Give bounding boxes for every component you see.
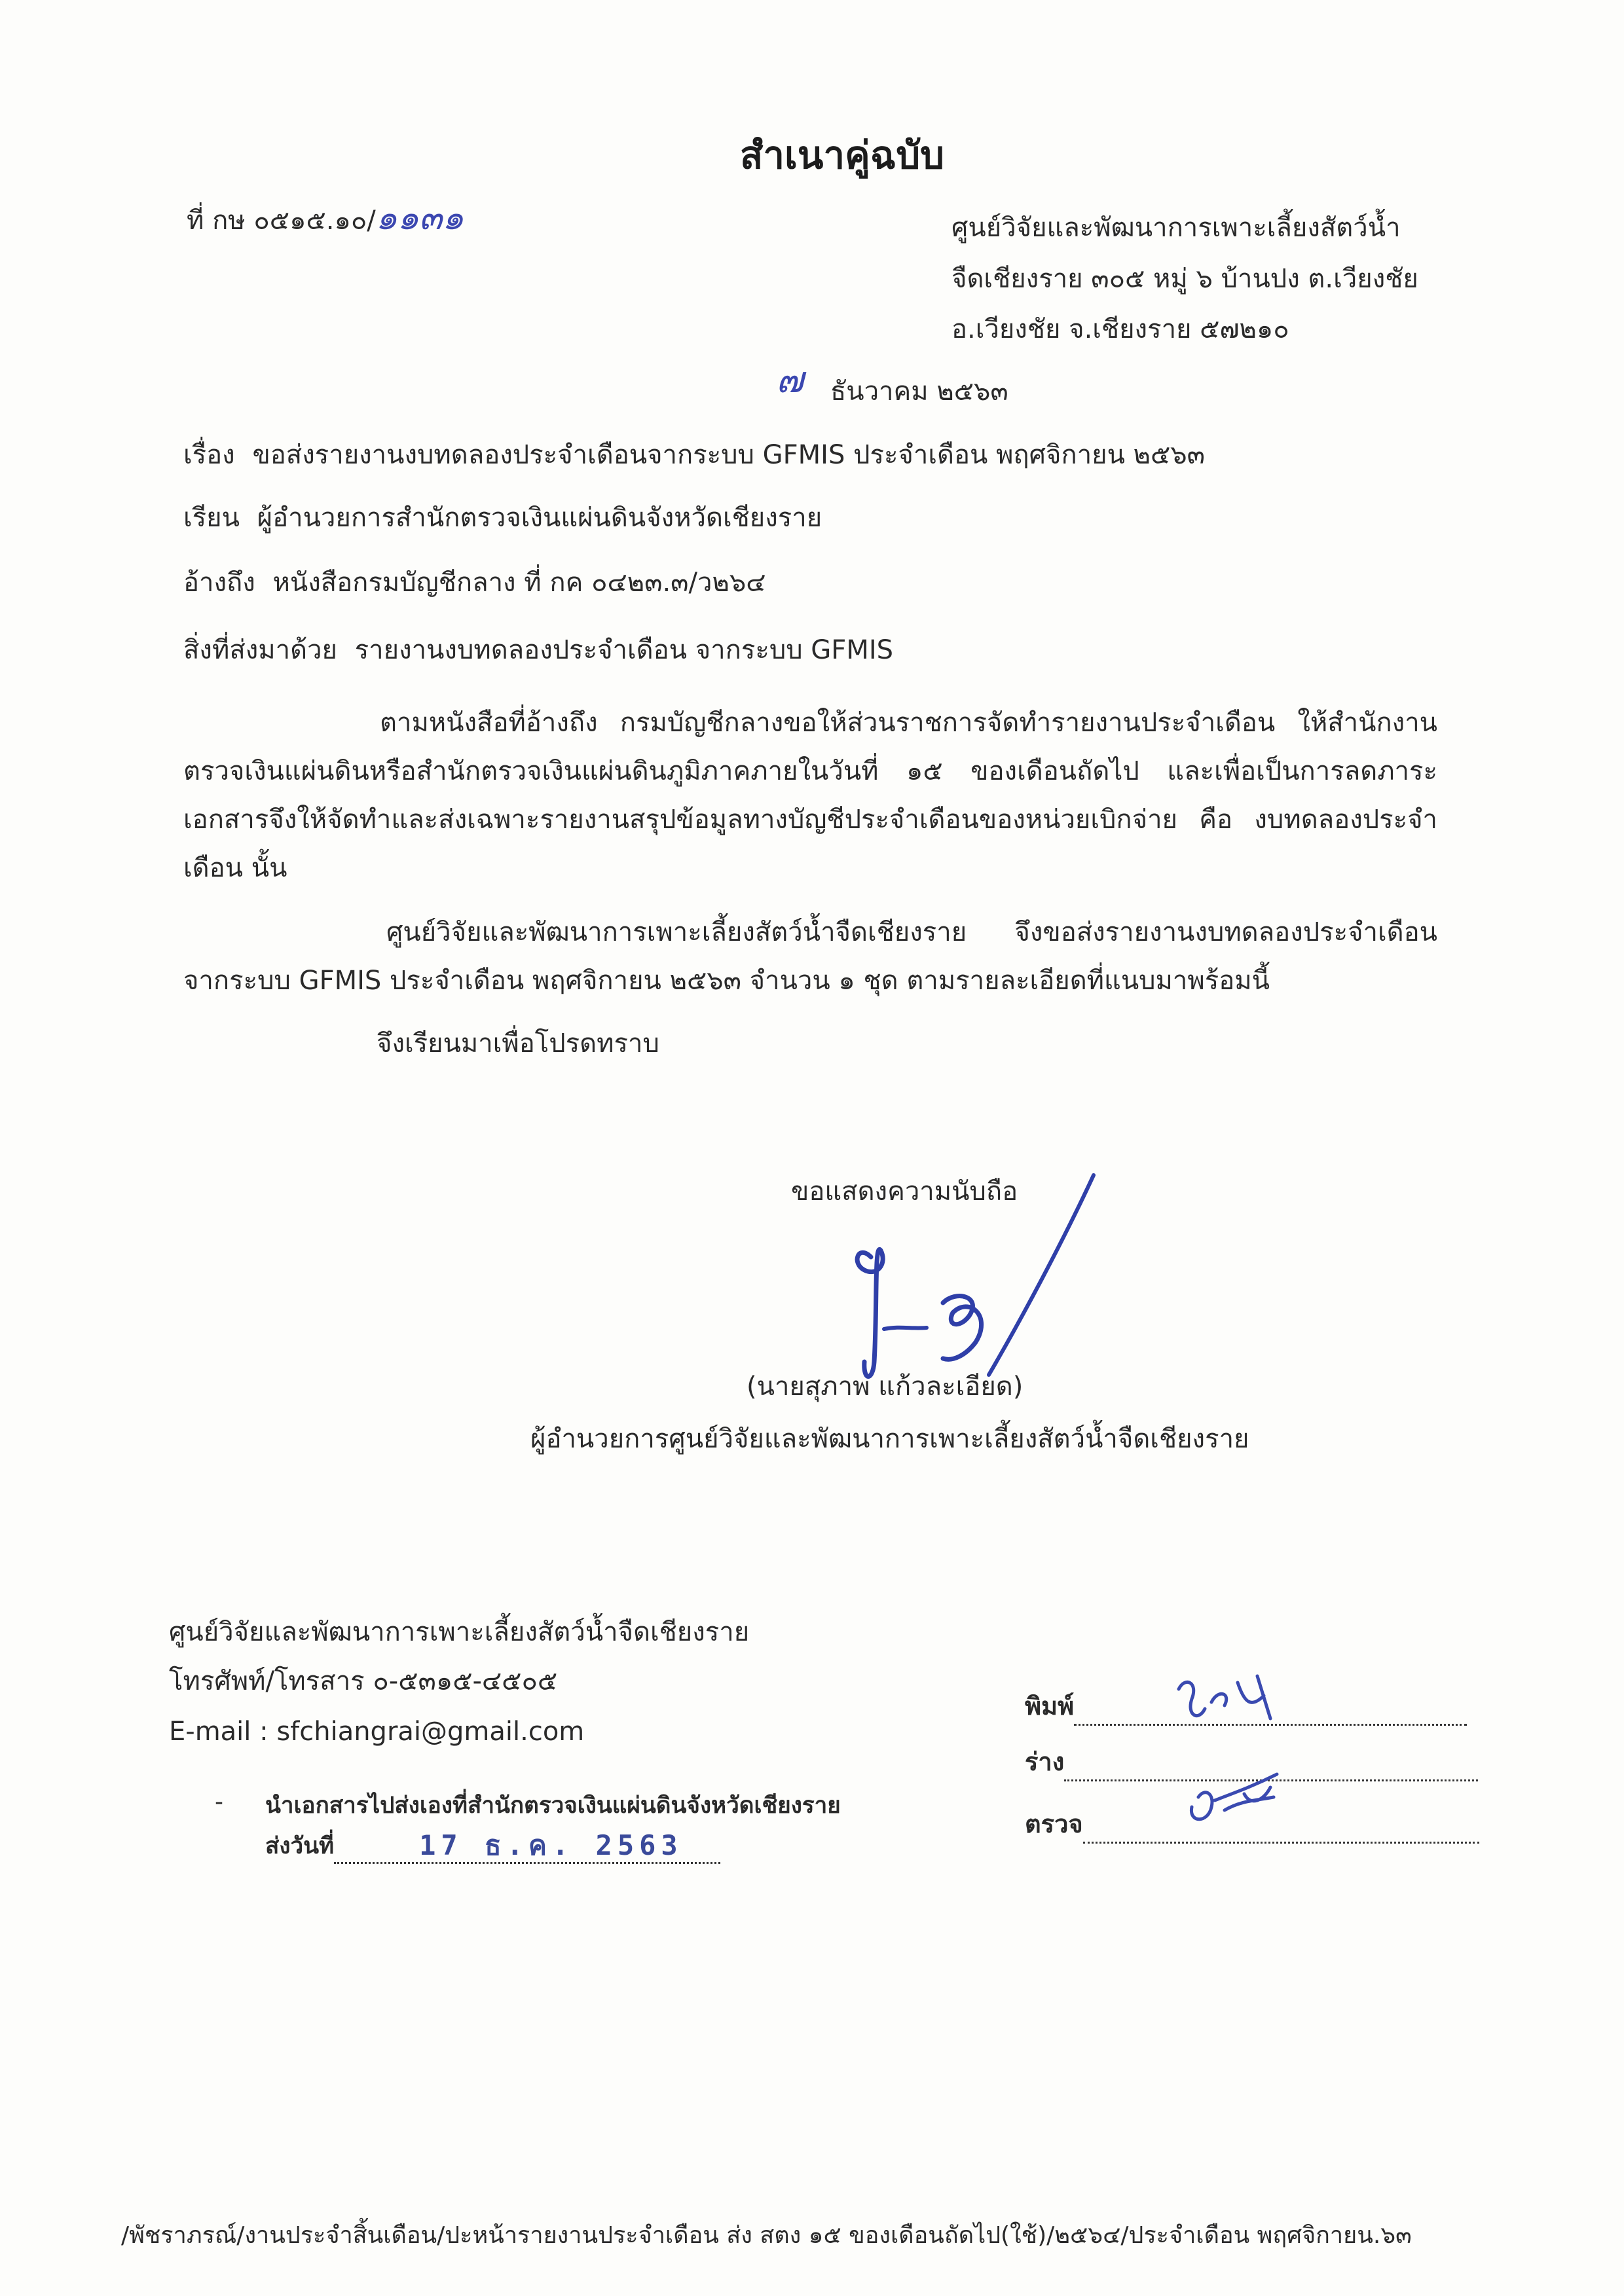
initials-drafted-label: ร่าง [1025,1747,1065,1776]
reference-number-handwritten: ๑๑๓๑ [375,198,464,238]
delivery-date-line [265,1828,720,1864]
delivery-date-label: ส่งวันที่ [265,1833,335,1859]
sender-address-line-3: อ.เวียงชัย จ.เชียงราย ๕๗๒๑๐ [951,314,1289,344]
document-title: สำเนาคู่ฉบับ [740,133,944,177]
closing-line: จึงเรียนมาเพื่อโปรดทราบ [377,1029,659,1059]
enclosure-line [183,632,893,668]
sender-address-line-2: จืดเชียงราย ๓๐๕ หมู่ ๖ บ้านปง ต.เวียงชัย [951,264,1418,294]
subject-text: ขอส่งรายงานงบทดลองประจำเดือนจากระบบ GFMIS ประจำเดือน พฤศจิกายน ๒๕๖๓ [252,440,1206,470]
received-date-stamp: 17 ธ.ค. 2563 [419,1829,683,1861]
recipient-text: ผู้อำนวยการสำนักตรวจเงินแผ่นดินจังหวัดเชียงราย [257,503,822,533]
date-month-year: ธันวาคม ๒๕๖๓ [830,376,1008,407]
reference-label: อ้างถึง [183,568,255,598]
body-paragraph-2-text: ศูนย์วิจัยและพัฒนาการเพาะเลี้ยงสัตว์น้ำจืดเชียงราย จึงขอส่งรายงานงบทดลองประจำเดือนจากระบบ GFMIS ประจำเดือน พฤศจิกายน ๒๕๖๓ จำนวน ๑ ชุด ตามรายละเอียดที่แนบมาพร้อมนี้ [183,917,1437,996]
body-paragraph-2 [183,908,1437,1005]
contact-phone: โทรศัพท์/โทรสาร ๐-๕๓๑๕-๔๕๐๕ [169,1666,558,1696]
typist-initials-icon [1172,1663,1290,1735]
reference-number [187,200,464,239]
contact-email: E-mail : sfchiangrai@gmail.com [169,1717,585,1747]
initials-typed-label: พิมพ์ [1025,1692,1075,1721]
reference-text: หนังสือกรมบัญชีกลาง ที่ กค ๐๔๒๓.๓/ว๒๖๔ [272,568,766,598]
subject-line [183,437,1205,473]
delivery-note-line-1: นำเอกสารไปส่งเองที่สำนักตรวจเงินแผ่นดินจังหวัดเชียงราย [265,1793,841,1819]
date-day-handwritten: ๗ [776,359,804,401]
file-path-footer: /พัชราภรณ์/งานประจำสิ้นเดือน/ปะหน้ารายงานประจำเดือน ส่ง สตง ๑๕ ของเดือนถัดไป(ใช้)/๒๕๖๔/ประจำเดือน พฤศจิกายน.๖๓ [121,2222,1412,2249]
recipient-label: เรียน [183,503,240,533]
signer-name: (นายสุภาพ แก้วละเอียด) [747,1372,1024,1402]
checker-initials-icon [1179,1761,1303,1833]
enclosure-label: สิ่งที่ส่งมาด้วย [183,635,337,665]
subject-label: เรื่อง [183,440,235,470]
enclosure-text: รายงานงบทดลองประจำเดือน จากระบบ GFMIS [354,635,894,665]
reference-line [183,564,766,601]
sender-address-line-1: ศูนย์วิจัยและพัฒนาการเพาะเลี้ยงสัตว์น้ำ [951,213,1401,243]
recipient-line [183,500,822,536]
delivery-bullet: - [215,1789,223,1815]
signer-position: ผู้อำนวยการศูนย์วิจัยและพัฒนาการเพาะเลี้ยงสัตว์น้ำจืดเชียงราย [530,1424,1249,1454]
body-paragraph-1 [183,699,1437,892]
document-date [776,359,1008,410]
reference-number-printed: ที่ กษ ๐๕๑๕.๑๐/ [187,206,376,236]
regards-line: ขอแสดงความนับถือ [791,1176,1018,1207]
initials-checked-label: ตรวจ [1025,1810,1083,1838]
body-paragraph-1-text: ตามหนังสือที่อ้างถึง กรมบัญชีกลางขอให้ส่วนราชการจัดทำรายงานประจำเดือน ให้สำนักงานตรวจเงินแผ่นดินหรือสำนักตรวจเงินแผ่นดินภูมิภาคภายในวันที่ ๑๕ ของเดือนถัดไป และเพื่อเป็นการลดภาระเอกสารจึงให้จัดทำและส่งเฉพาะรายงานสรุปข้อมูลทางบัญชีประจำเดือนของหน่วยเบิกจ่าย คือ งบทดลองประจำเดือน นั้น [183,708,1437,883]
contact-org: ศูนย์วิจัยและพัฒนาการเพาะเลี้ยงสัตว์น้ำจืดเชียงราย [169,1617,750,1647]
